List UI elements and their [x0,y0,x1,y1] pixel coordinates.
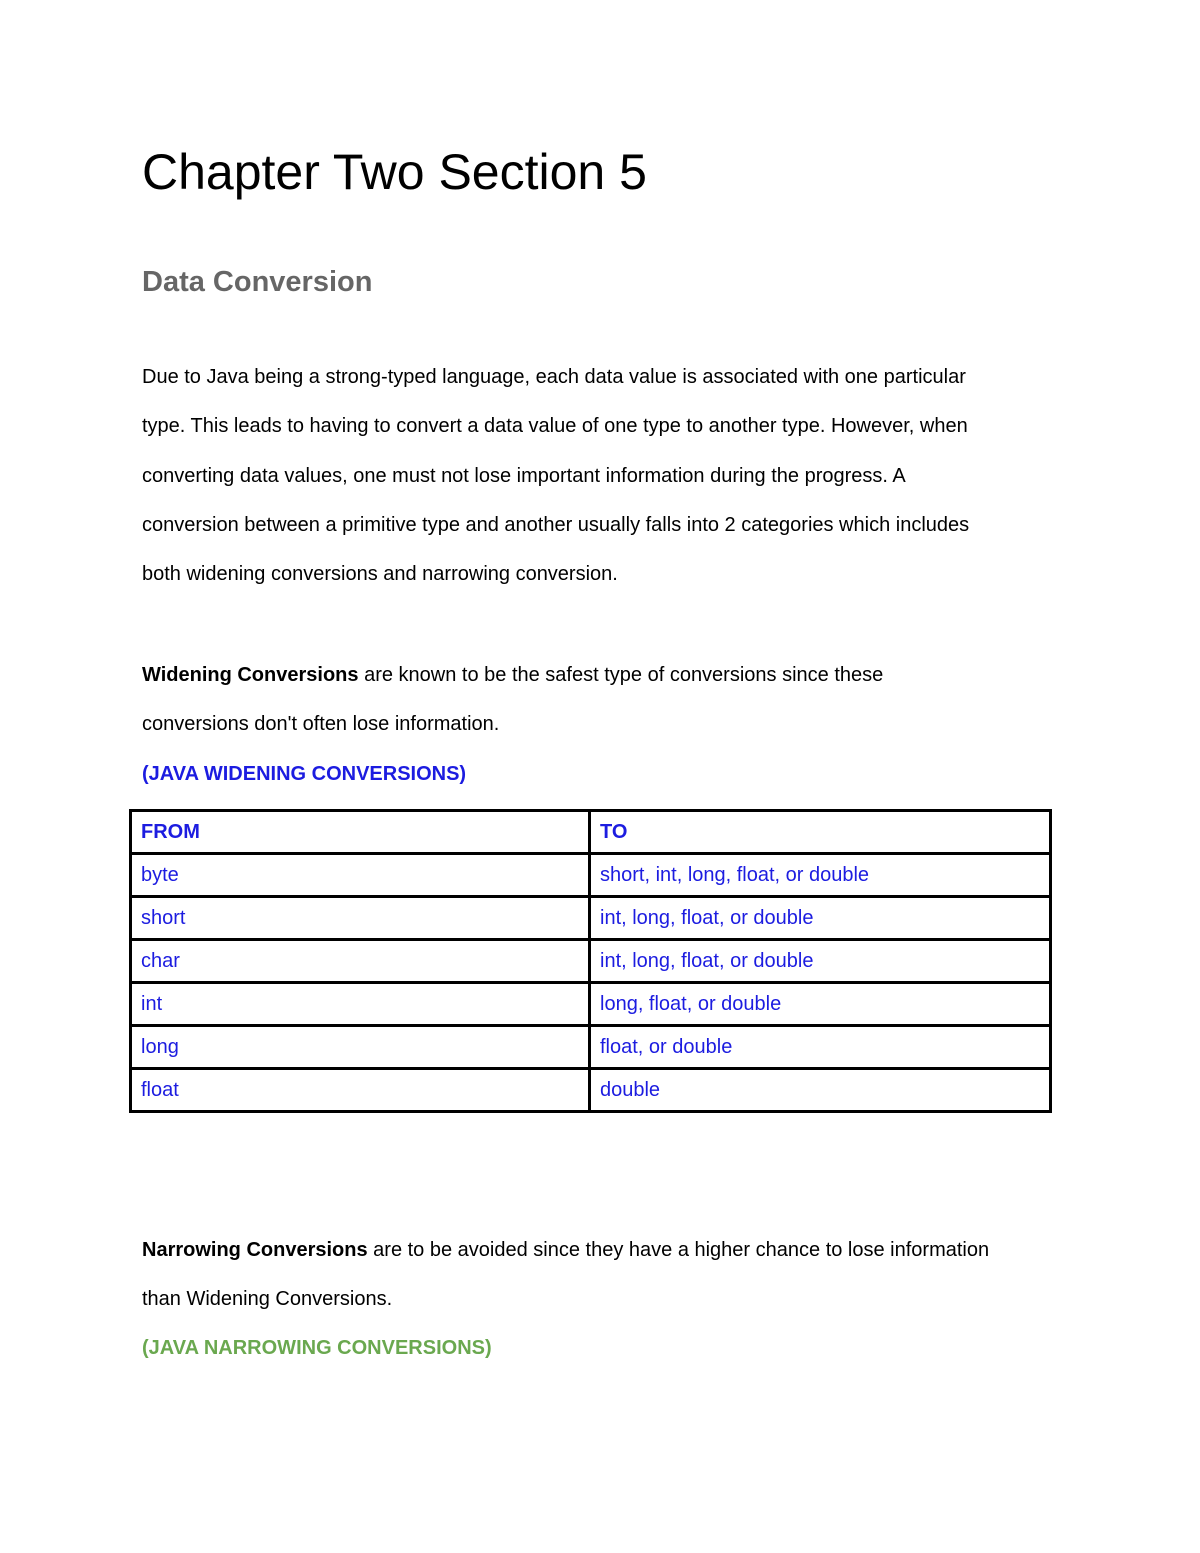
narrowing-description: are to be avoided since they have a higher chance to lose information [367,1239,990,1261]
narrowing-line-1 [142,1226,1062,1275]
from-cell: byte [131,854,590,897]
widening-conversions-table [129,809,1052,1113]
table-row [131,897,1051,940]
column-header-to: TO [590,811,1051,854]
intro-line: conversion between a primitive type and another usually falls into 2 categories which includes [142,513,970,536]
narrowing-term: Narrowing Conversions [142,1239,368,1261]
to-cell: float, or double [590,1026,1051,1069]
widening-line-1 [142,651,1062,700]
narrowing-table-caption: (JAVA NARROWING CONVERSIONS) [142,1337,492,1359]
widening-description: are known to be the safest type of conversions since these [358,664,884,686]
intro-paragraph [142,353,1062,599]
table-header-row [131,811,1051,854]
narrowing-line-2: than Widening Conversions. [142,1288,393,1311]
to-cell: double [590,1069,1051,1112]
page-title: Chapter Two Section 5 [142,144,647,200]
table-row [131,1026,1051,1069]
from-cell: short [131,897,590,940]
column-header-from: FROM [131,811,590,854]
widening-table-caption: (JAVA WIDENING CONVERSIONS) [142,763,467,785]
to-cell: long, float, or double [590,983,1051,1026]
intro-line: converting data values, one must not lose important information during the progress. A [142,464,906,487]
table-row [131,1069,1051,1112]
to-cell: short, int, long, float, or double [590,854,1051,897]
section-subtitle: Data Conversion [142,266,373,298]
intro-line: Due to Java being a strong-typed language, each data value is associated with one particular [142,366,966,388]
narrowing-paragraph [142,1226,1062,1325]
intro-line: both widening conversions and narrowing conversion. [142,563,618,586]
widening-term: Widening Conversions [142,664,359,686]
from-cell: char [131,940,590,983]
widening-paragraph [142,651,1062,750]
from-cell: float [131,1069,590,1112]
intro-line: type. This leads to having to convert a data value of one type to another type. However, when [142,415,968,438]
widening-line-2: conversions don't often lose information. [142,713,500,736]
table-row [131,940,1051,983]
to-cell: int, long, float, or double [590,940,1051,983]
table-row [131,854,1051,897]
from-cell: long [131,1026,590,1069]
to-cell: int, long, float, or double [590,897,1051,940]
from-cell: int [131,983,590,1026]
table-row [131,983,1051,1026]
